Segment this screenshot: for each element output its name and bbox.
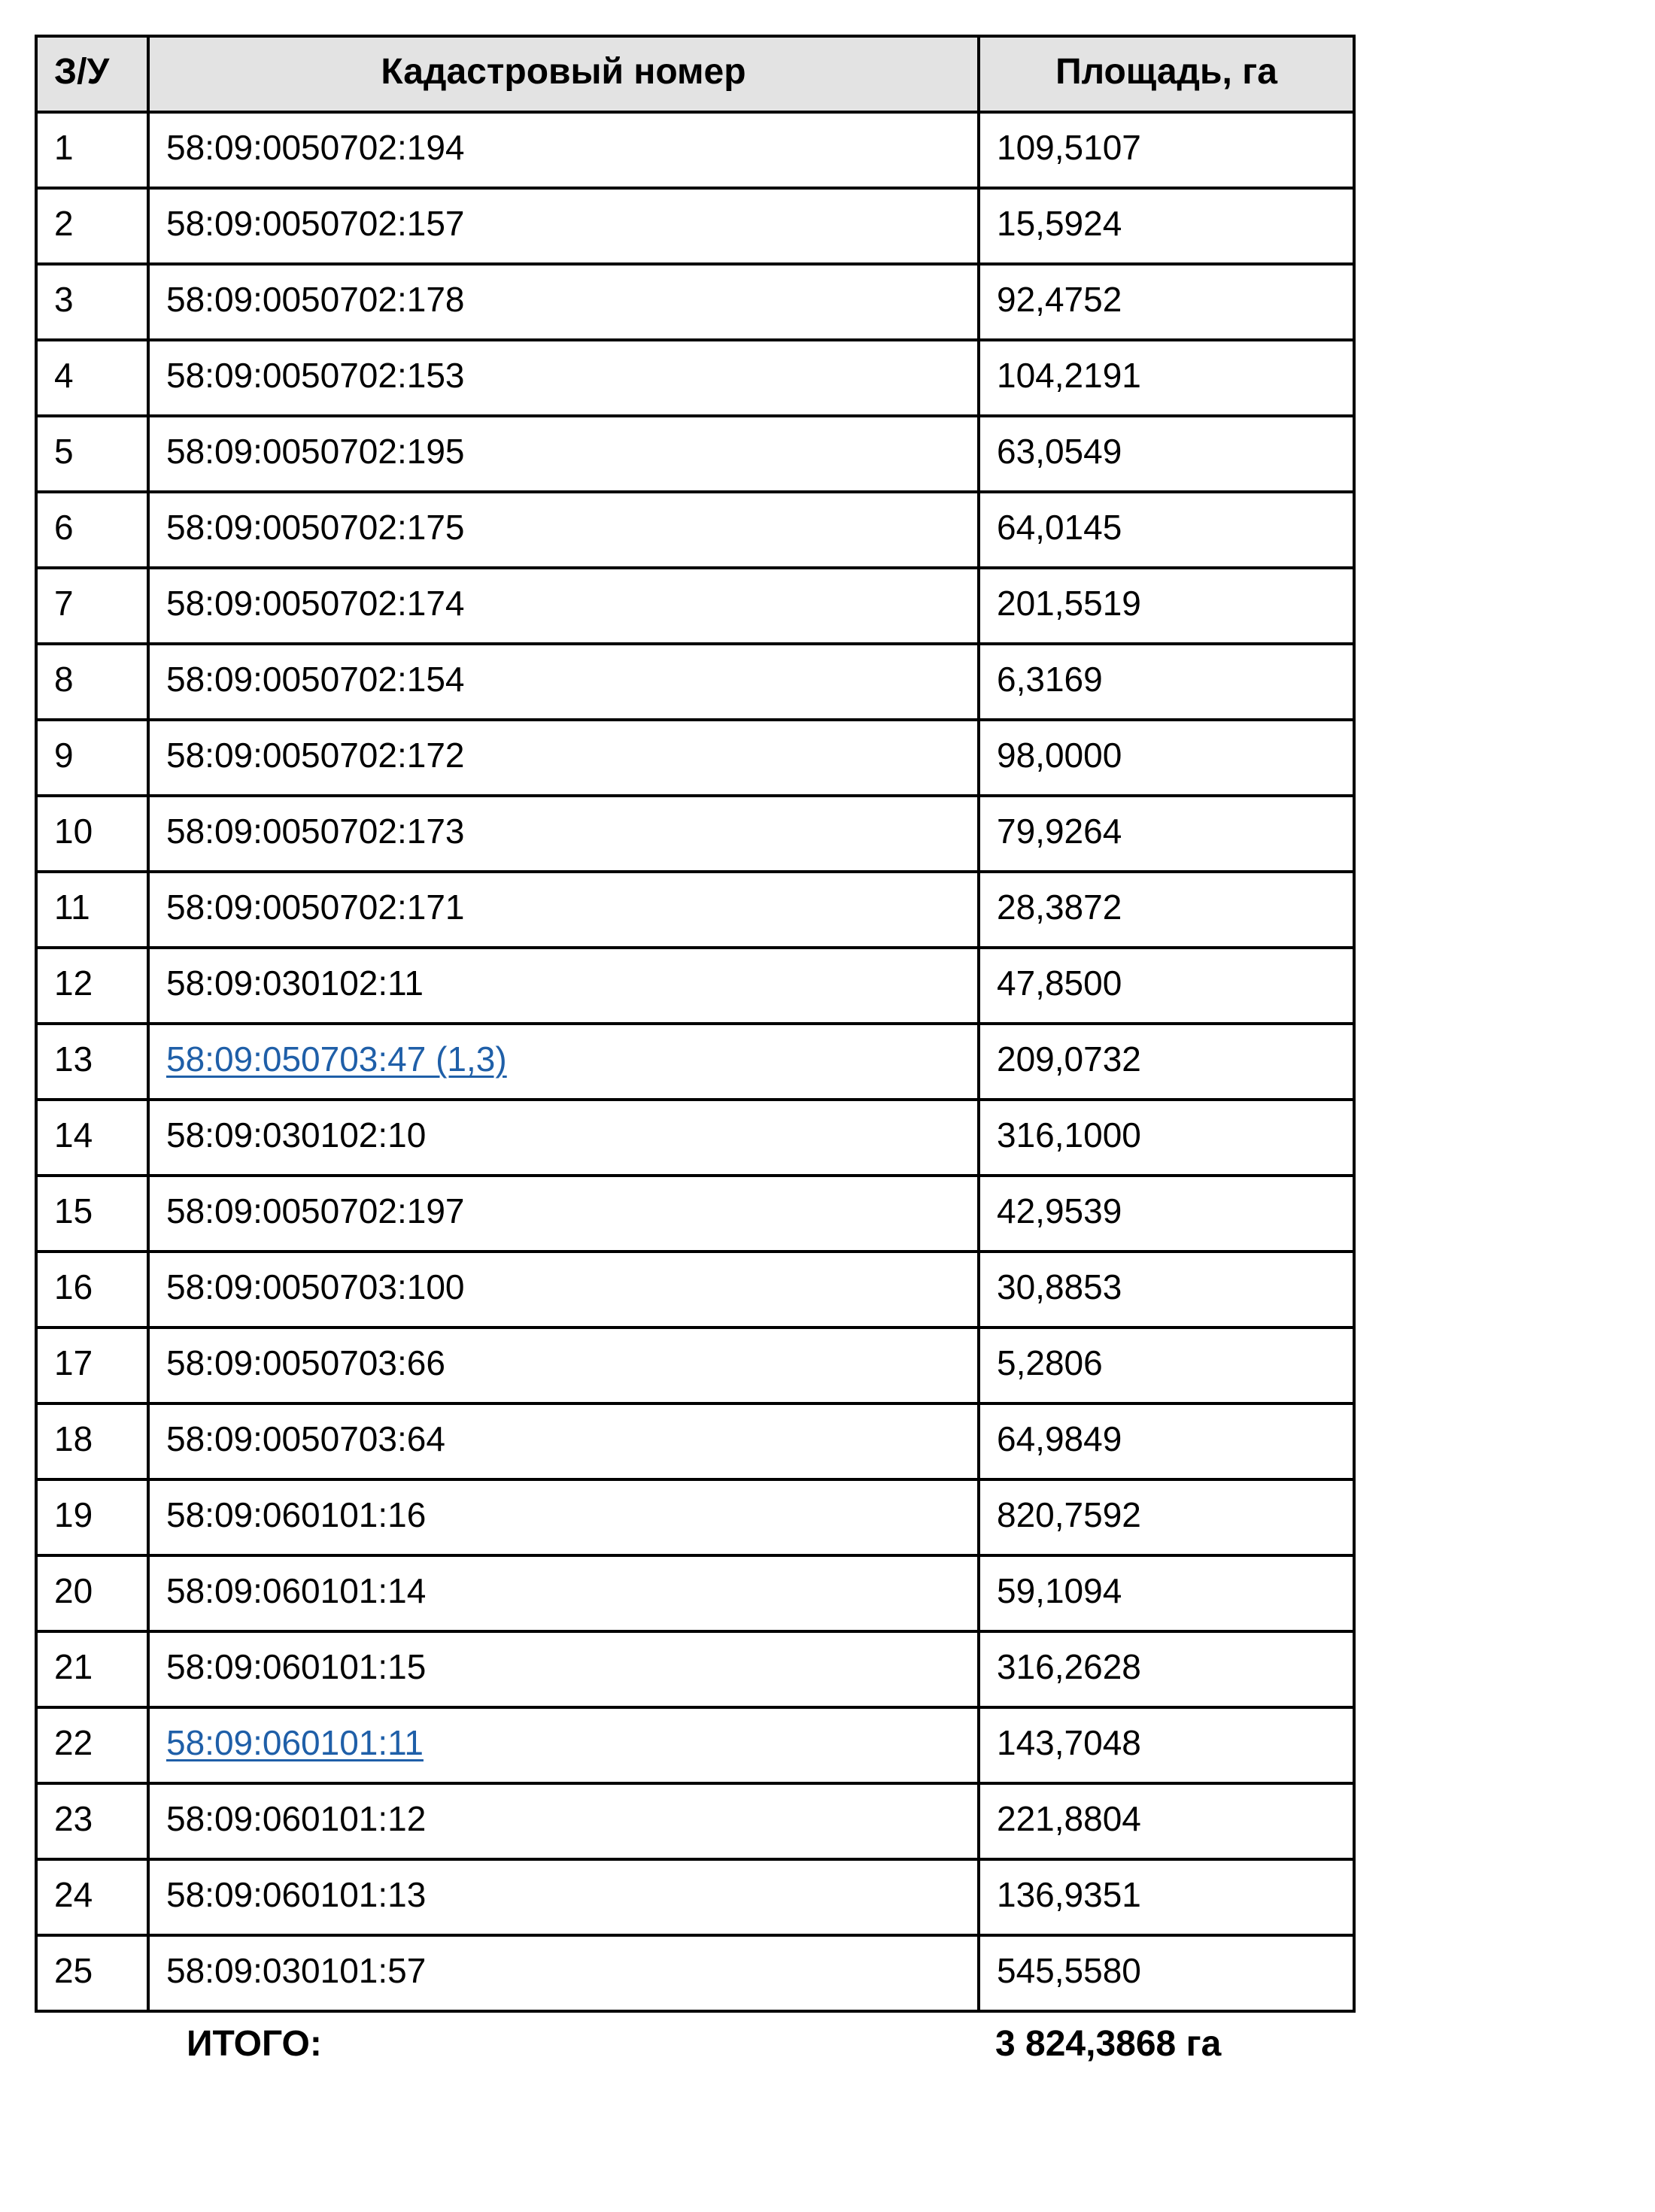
- table-row: [36, 1479, 1354, 1555]
- cell-cadastral-number: 58:09:0050703:100: [148, 1252, 979, 1328]
- cell-area: 79,9264: [979, 796, 1354, 872]
- table-row: [36, 416, 1354, 492]
- table-row: [36, 188, 1354, 264]
- cell-area: 209,0732: [979, 1024, 1354, 1100]
- cell-plot-number: 9: [36, 720, 148, 796]
- cell-cadastral-number: [148, 1707, 979, 1783]
- cell-cadastral-number: 58:09:0050702:175: [148, 492, 979, 568]
- cell-area: 109,5107: [979, 112, 1354, 188]
- cell-area: 820,7592: [979, 1479, 1354, 1555]
- cell-area: 5,2806: [979, 1328, 1354, 1403]
- cell-area: 59,1094: [979, 1555, 1354, 1631]
- total-value: 3 824,3868 га: [995, 2024, 1222, 2064]
- table-row: [36, 948, 1354, 1024]
- table-row: [36, 872, 1354, 948]
- header-plot-number: З/У: [36, 36, 148, 112]
- cell-plot-number: 24: [36, 1859, 148, 1935]
- cell-plot-number: 1: [36, 112, 148, 188]
- cell-plot-number: 5: [36, 416, 148, 492]
- cell-cadastral-number: 58:09:0050702:171: [148, 872, 979, 948]
- cell-cadastral-number: 58:09:060101:13: [148, 1859, 979, 1935]
- cell-cadastral-number: 58:09:060101:16: [148, 1479, 979, 1555]
- table-row: [36, 1783, 1354, 1859]
- cell-cadastral-number: 58:09:0050702:173: [148, 796, 979, 872]
- cell-area: 15,5924: [979, 188, 1354, 264]
- table-row: [36, 1935, 1354, 2011]
- cell-cadastral-number: 58:09:030101:57: [148, 1935, 979, 2011]
- cell-cadastral-number: 58:09:0050702:195: [148, 416, 979, 492]
- cell-area: 64,0145: [979, 492, 1354, 568]
- table-row: [36, 796, 1354, 872]
- table-row: [36, 112, 1354, 188]
- cadastral-number-link[interactable]: 58:09:050703:47 (1,3): [166, 1039, 507, 1079]
- table-row: [36, 1555, 1354, 1631]
- cell-cadastral-number: 58:09:060101:14: [148, 1555, 979, 1631]
- cell-plot-number: 7: [36, 568, 148, 644]
- table-row: [36, 1328, 1354, 1403]
- cell-area: 316,2628: [979, 1631, 1354, 1707]
- cell-cadastral-number: 58:09:0050702:154: [148, 644, 979, 720]
- cell-area: 201,5519: [979, 568, 1354, 644]
- cell-plot-number: 12: [36, 948, 148, 1024]
- cell-plot-number: 18: [36, 1403, 148, 1479]
- cell-plot-number: 19: [36, 1479, 148, 1555]
- cell-plot-number: 17: [36, 1328, 148, 1403]
- cell-area: 104,2191: [979, 340, 1354, 416]
- cell-cadastral-number: 58:09:060101:15: [148, 1631, 979, 1707]
- total-label: ИТОГО:: [187, 2024, 322, 2064]
- cell-cadastral-number: 58:09:030102:11: [148, 948, 979, 1024]
- cell-area: 47,8500: [979, 948, 1354, 1024]
- cell-plot-number: 4: [36, 340, 148, 416]
- cell-plot-number: 15: [36, 1176, 148, 1252]
- cell-cadastral-number: 58:09:0050703:64: [148, 1403, 979, 1479]
- cell-cadastral-number: [148, 1024, 979, 1100]
- table-body: [36, 112, 1354, 2011]
- cell-area: 92,4752: [979, 264, 1354, 340]
- cell-plot-number: 3: [36, 264, 148, 340]
- table-row: [36, 1024, 1354, 1100]
- table-row: [36, 264, 1354, 340]
- cell-plot-number: 6: [36, 492, 148, 568]
- cell-area: 221,8804: [979, 1783, 1354, 1859]
- cell-area: 30,8853: [979, 1252, 1354, 1328]
- cell-plot-number: 11: [36, 872, 148, 948]
- cell-cadastral-number: 58:09:0050702:174: [148, 568, 979, 644]
- cell-area: 6,3169: [979, 644, 1354, 720]
- table-row: [36, 1403, 1354, 1479]
- cell-area: 28,3872: [979, 872, 1354, 948]
- cell-plot-number: 10: [36, 796, 148, 872]
- cell-cadastral-number: 58:09:0050702:197: [148, 1176, 979, 1252]
- cell-area: 98,0000: [979, 720, 1354, 796]
- cell-plot-number: 8: [36, 644, 148, 720]
- cell-plot-number: 2: [36, 188, 148, 264]
- cell-cadastral-number: 58:09:0050702:172: [148, 720, 979, 796]
- table-row: [36, 492, 1354, 568]
- table-row: [36, 340, 1354, 416]
- cell-plot-number: 14: [36, 1100, 148, 1176]
- cell-plot-number: 25: [36, 1935, 148, 2011]
- table-row: [36, 1252, 1354, 1328]
- cell-cadastral-number: 58:09:060101:12: [148, 1783, 979, 1859]
- land-plots-table: [35, 35, 1356, 2073]
- header-cadastral-number: Кадастровый номер: [148, 36, 979, 112]
- cell-plot-number: 23: [36, 1783, 148, 1859]
- cell-area: 143,7048: [979, 1707, 1354, 1783]
- cell-plot-number: 13: [36, 1024, 148, 1100]
- table-row: [36, 644, 1354, 720]
- cell-cadastral-number: 58:09:0050702:194: [148, 112, 979, 188]
- table-row: [36, 720, 1354, 796]
- cell-plot-number: 21: [36, 1631, 148, 1707]
- table-row: [36, 1707, 1354, 1783]
- cell-area: 42,9539: [979, 1176, 1354, 1252]
- cell-plot-number: 22: [36, 1707, 148, 1783]
- cell-cadastral-number: 58:09:0050702:153: [148, 340, 979, 416]
- cell-area: 64,9849: [979, 1403, 1354, 1479]
- cell-plot-number: 16: [36, 1252, 148, 1328]
- cell-area: 545,5580: [979, 1935, 1354, 2011]
- cell-area: 316,1000: [979, 1100, 1354, 1176]
- cell-cadastral-number: 58:09:0050702:178: [148, 264, 979, 340]
- table-row: [36, 568, 1354, 644]
- cell-area: 136,9351: [979, 1859, 1354, 1935]
- table-row: [36, 1176, 1354, 1252]
- table-row: [36, 1631, 1354, 1707]
- cell-plot-number: 20: [36, 1555, 148, 1631]
- cell-cadastral-number: 58:09:0050703:66: [148, 1328, 979, 1403]
- header-area: Площадь, га: [979, 36, 1354, 112]
- table-row: [36, 1859, 1354, 1935]
- table-header-row: [36, 36, 1354, 112]
- cell-area: 63,0549: [979, 416, 1354, 492]
- cell-cadastral-number: 58:09:030102:10: [148, 1100, 979, 1176]
- cell-cadastral-number: 58:09:0050702:157: [148, 188, 979, 264]
- total-row: [36, 2011, 1354, 2073]
- table-row: [36, 1100, 1354, 1176]
- cadastral-number-link[interactable]: 58:09:060101:11: [166, 1723, 424, 1762]
